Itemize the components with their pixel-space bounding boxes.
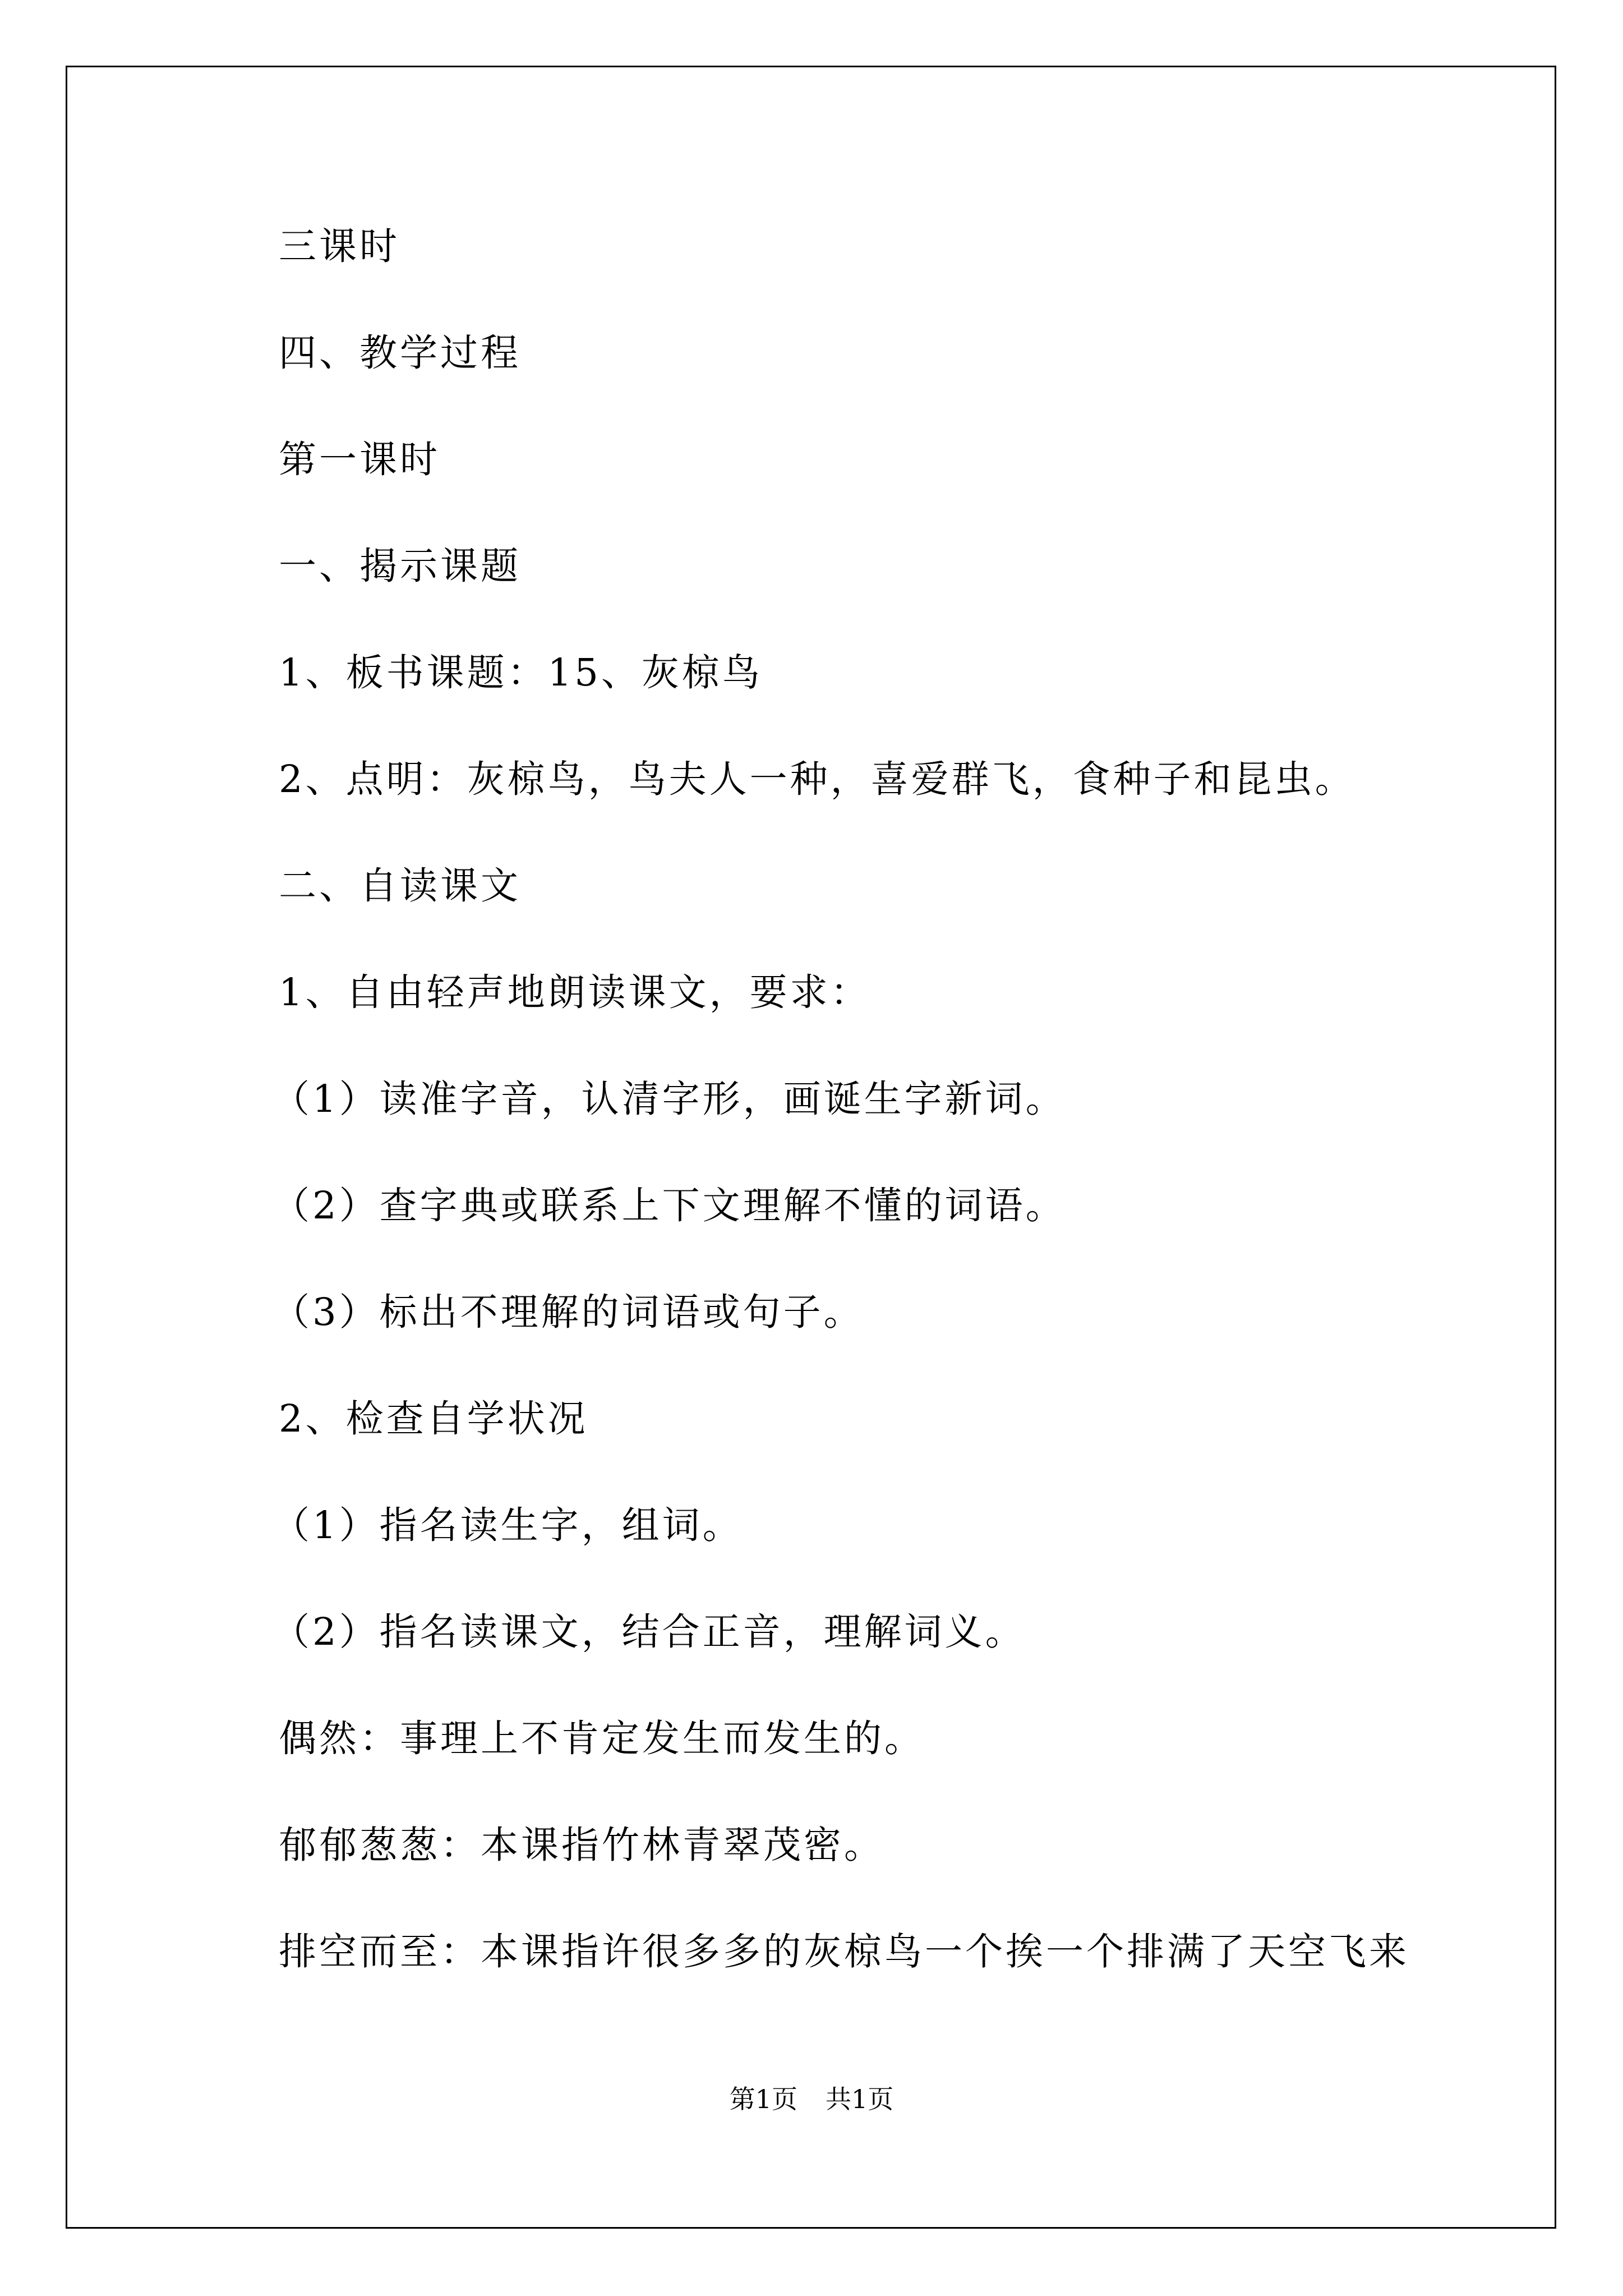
list-item-read-text: （2）指名读课文，结合正音，理解词义。 [272,1610,1026,1654]
definition-paikong-erzhi: 排空而至：本课指许很多多的灰椋鸟一个挨一个排满了天空飞来 [279,1930,1409,1973]
text-line-check-study: 2、检查自学状况 [279,1397,588,1441]
page-number: 第1页 [729,2084,797,2114]
document-body [272,222,1484,2033]
heading-self-reading: 二、自读课文 [279,864,521,908]
list-item-read-words: （1）指名读生字，组词。 [272,1503,743,1547]
text-line-read-aloud: 1、自由轻声地朗读课文，要求： [279,970,871,1014]
heading-first-lesson: 第一课时 [279,438,440,481]
list-item-pronunciation: （1）读准字音，认清字形，画诞生字新词。 [272,1077,1066,1121]
definition-yuyu-congcong: 郁郁葱葱：本课指竹林青翠茂密。 [279,1823,884,1867]
heading-teaching-process: 四、教学过程 [279,331,521,375]
text-line-section-count: 三课时 [279,224,400,268]
list-item-dictionary: （2）查字典或联系上下文理解不懂的词语。 [272,1184,1066,1227]
heading-reveal-topic: 一、揭示课题 [279,544,521,588]
text-line-explain: 2、点明：灰椋鸟，鸟夫人一种，喜爱群飞，食种子和昆虫。 [279,757,1355,801]
text-line-board-title: 1、板书课题：15、灰椋鸟 [279,651,763,694]
page-total: 共1页 [826,2084,894,2114]
list-item-mark-unclear: （3）标出不理解的词语或句子。 [272,1290,864,1334]
definition-ouran: 偶然：事理上不肯定发生而发生的。 [279,1717,925,1760]
page-footer [0,2082,1623,2116]
